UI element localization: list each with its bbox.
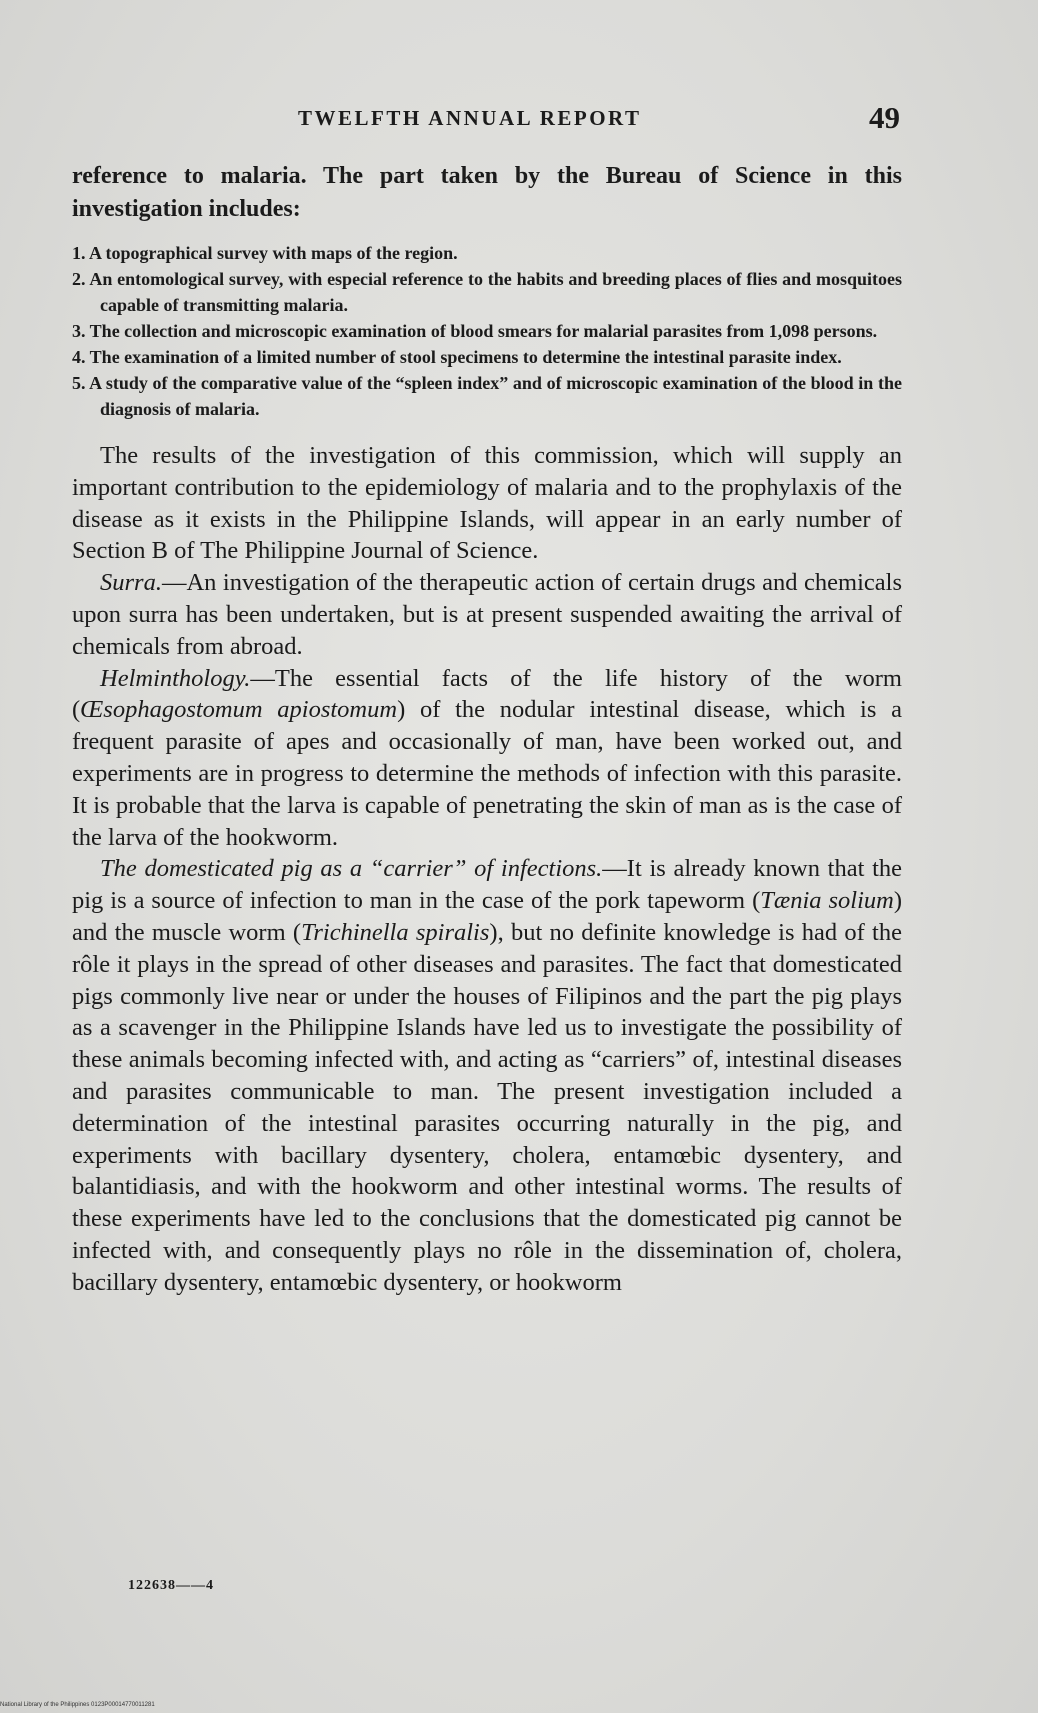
list-item: 4. The examination of a limited number of stool specimens to determine the intestinal parasite index. <box>72 347 842 367</box>
pig-body-2: ) and the muscle worm ( <box>72 887 902 946</box>
pig-body-3: ), but no definite knowledge is had of the rôle it plays in the spread of other diseases and parasites. The fact that domesticated pigs commonly live near or under the houses of Filipinos and the part the pig plays as a scavenger in the Philippine Islands have led us to investigate the possibility of these animals becoming infected with, and acting as “carriers” of, intestinal diseases and parasites communicable to man. The present investigation included a determination of the intestinal parasites occurring naturally in the pig, and experiments with bacillary dysentery, cholera, entamœbic dysentery, and balantidiasis, and with the hookworm and other intestinal worms. The results of these experiments have led to the conclusions that the domesticated pig cannot be infected with, and consequently plays no rôle in the dissemination of, cholera, bacillary dysentery, entamœbic dysentery, or hookworm <box>72 918 902 1296</box>
surra-paragraph <box>72 567 902 662</box>
pig-species-2: Trichinella spiralis <box>301 918 490 946</box>
running-head: TWELFTH ANNUAL REPORT <box>298 106 642 130</box>
helminthology-body-2: ) of the nodular intestinal disease, which is a frequent parasite of apes and occasionally of man, have been worked out, and experiments are in progress to determine the methods of infection with this parasite. It is probable that the larva is capable of penetrating the skin of man as is the case of the larva of the hookworm. <box>72 696 903 851</box>
investigation-list <box>72 240 902 422</box>
archive-stamp: National Library of the Philippines 0123P00014770011281 <box>0 1702 155 1708</box>
helminthology-species: Œsophagostomum apiostomum <box>80 696 398 724</box>
list-item: 3. The collection and microscopic examination of blood smears for malarial parasites from 1,098 persons. <box>72 321 878 341</box>
surra-body: —An investigation of the therapeutic action of certain drugs and chemicals upon surra has been undertaken, but is at present suspended awaiting the arrival of chemicals from abroad. <box>72 569 902 660</box>
pig-species-1: Tænia solium <box>760 887 894 915</box>
pig-carrier-heading: The domesticated pig as a “carrier” of infections. <box>100 855 603 883</box>
results-paragraph: The results of the investigation of this commission, which will supply an important contribution to the epidemiology of malaria and to the prophylaxis of the disease as it exists in the Philippine Islands, will appear in an early number of Section B of The Philippine Journal of Science. <box>72 442 902 565</box>
helminthology-body-1: —The essential facts of the life history of the worm ( <box>72 664 902 724</box>
helminthology-paragraph <box>72 663 902 854</box>
list-item: 5. A study of the comparative value of the “spleen index” and of microscopic examination of the blood in the diagnosis of malaria. <box>72 373 902 419</box>
surra-heading: Surra. <box>100 569 162 597</box>
pig-carrier-paragraph <box>72 853 902 1298</box>
helminthology-heading: Helminthology. <box>100 664 251 692</box>
body-text <box>72 160 902 1299</box>
pig-body-1: —It is already known that the pig is a source of infection to man in the case of the pork tapeworm ( <box>72 855 902 915</box>
lead-paragraph: reference to malaria. The part taken by the Bureau of Science in this investigation includes: <box>72 163 902 222</box>
list-item: 1. A topographical survey with maps of the region. <box>72 243 458 263</box>
list-item: 2. An entomological survey, with especial reference to the habits and breeding places of flies and mosquitoes capable of transmitting malaria. <box>72 269 902 315</box>
printer-signature-code: 122638——4 <box>128 1578 214 1593</box>
page-number: 49 <box>869 100 900 135</box>
page-header <box>80 100 902 140</box>
